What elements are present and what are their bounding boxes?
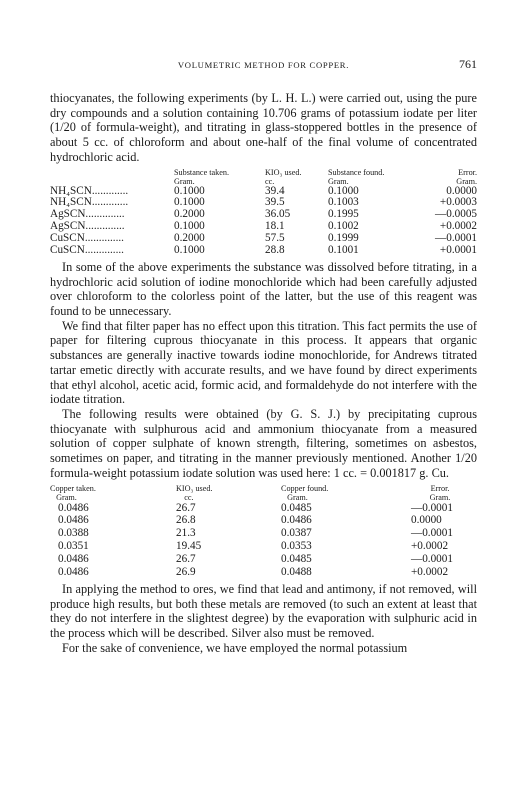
table-cell: 18.1 [265,220,285,233]
table-cell: 0.2000 [174,208,205,221]
table-cell: 26.8 [176,514,196,527]
column-header [50,168,168,186]
table-cell: 0.0388 [58,527,89,540]
table-cell: 21.3 [176,527,196,540]
table-cell: 39.4 [265,184,285,197]
paragraph: In applying the method to ores, we find that lead and antimony, if not removed, will produce high results, but both these metals are removed (to such an extent at least that they do not interfere in the slightest degree) by the evaporation with sulphuric acid in the process which will be described. Silver also must be removed. [50,581,477,641]
running-head: VOLUMETRIC METHOD FOR COPPER. [177,60,350,70]
table-cell: 57.5 [265,232,285,245]
paragraph: The following results were obtained (by G. S. J.) by precipitating cuprous thiocyanate with sulphurous acid and ammonium thiocyanate from a measured solution of copper sulphate of known strength, filtering, sometimes on asbestos, sometimes on paper, and titrating in the manner previously mentioned. Another 1/20 formula-weight potassium iodate solution was used here: 1 cc. = 0.001817 g. Cu. [50,406,477,480]
table-cell: 0.1000 [328,184,359,197]
table-cell: 39.5 [265,196,285,209]
column-header: Error. Gram. [456,167,477,186]
table-cell: +0.0001 [439,244,477,257]
table-cell: NH₄SCN............. [50,196,129,209]
page-header [50,57,477,75]
table-header-row [50,484,477,502]
paragraph: In some of the above experiments the substance was dissolved before titrating, in a hydrochloric acid solution of iodine monochloride which had been carefully adjusted over chloroform to the colorless point of the latter, but the use of this reagent was found to be unnecessary. [50,259,477,319]
table-cell: —0.0001 [411,553,453,566]
table-cell: 0.1000 [174,244,205,257]
table-cell: AgSCN.............. [50,220,125,233]
table-row [50,527,477,540]
table-cell: 0.0486 [58,566,89,579]
table-cell: 0.0488 [281,566,312,579]
table-cell: NH₄SCN............. [50,184,129,197]
column-header: KIO₃ used. cc. [265,167,302,186]
table-row [50,553,477,566]
table-cell: 0.0486 [58,553,89,566]
table-cell: 0.0485 [281,553,312,566]
column-header: KIO₃ used. cc. [176,483,213,502]
table-cell: 26.7 [176,553,196,566]
table-cell: 0.2000 [174,232,205,245]
table-row [50,566,477,579]
table-cell: 36.05 [265,208,291,221]
paragraph: We find that filter paper has no effect upon this titration. This fact permits the use of paper for filtering cuprous thiocyanate in this process. It appears that organic substances are generally inactive towards iodine monochloride, for Andrews titrated tartar emetic directly with accurate results, and we have found by direct experiments that ethyl alcohol, acetic acid, formic acid, and formaldehyde do not interfere with the iodate titration. [50,318,477,407]
table-copper-results [50,484,477,579]
table-cell: —0.0001 [411,527,453,540]
column-header: Error. Gram. [429,483,451,502]
table-cell: 0.1002 [328,220,359,233]
table-cell: CuSCN.............. [50,244,124,257]
table-cell: CuSCN.............. [50,232,124,245]
table-cell: +0.0002 [439,220,477,233]
table-header-row [50,168,477,186]
table-cell: 0.1003 [328,196,359,209]
column-header: Substance taken. Gram. [174,167,230,186]
column-header: Substance found. Gram. [328,167,385,186]
table-cell: +0.0002 [411,566,449,579]
table-cell: —0.0001 [411,501,453,514]
article-body [50,91,477,655]
table-cell: 26.9 [176,566,196,579]
table-cell: —0.0005 [435,208,477,221]
table-cell: 0.1000 [174,196,205,209]
table-row [50,502,477,515]
table-cell: 0.0353 [281,540,312,553]
table-cell: AgSCN.............. [50,208,125,221]
paragraph: thiocyanates, the following experiments (by L. H. L.) were carried out, using the pure dry compounds and a solution containing 10.706 grams of potassium iodate per liter (1/20 of formula-weight), and titrating in glass-stoppered bottles in the presence of about 5 cc. of chloroform and about one-half of the final volume of concentrated hydrochloric acid. [50,91,477,164]
table-cell: 0.1000 [174,220,205,233]
table-cell: +0.0002 [411,540,449,553]
table-row [50,514,477,527]
paragraph: For the sake of convenience, we have employed the normal potassium [62,640,408,655]
table-cell: 0.0000 [411,514,442,527]
table-row [50,245,477,257]
table-cell: 19.45 [176,540,202,553]
table-row [50,540,477,553]
table-cell: 0.0486 [58,514,89,527]
table-thiocyanate-results [50,168,477,257]
table-cell: 0.1001 [328,244,359,257]
table-cell: 0.0485 [281,501,312,514]
table-cell: —0.0001 [435,232,477,245]
column-header: Copper found. Gram. [281,483,329,502]
table-cell: 0.0387 [281,527,312,540]
table-cell: 0.0000 [446,184,477,197]
table-cell: 26.7 [176,501,196,514]
table-cell: 0.1999 [328,232,359,245]
table-cell: +0.0003 [439,196,477,209]
table-cell: 0.0486 [281,514,312,527]
table-cell: 28.8 [265,244,285,257]
table-cell: 0.0351 [58,540,89,553]
table-cell: 0.1995 [328,208,359,221]
column-header: Copper taken. Gram. [50,483,96,502]
table-cell: 0.0486 [58,501,89,514]
page-number: 761 [459,57,477,71]
table-cell: 0.1000 [174,184,205,197]
